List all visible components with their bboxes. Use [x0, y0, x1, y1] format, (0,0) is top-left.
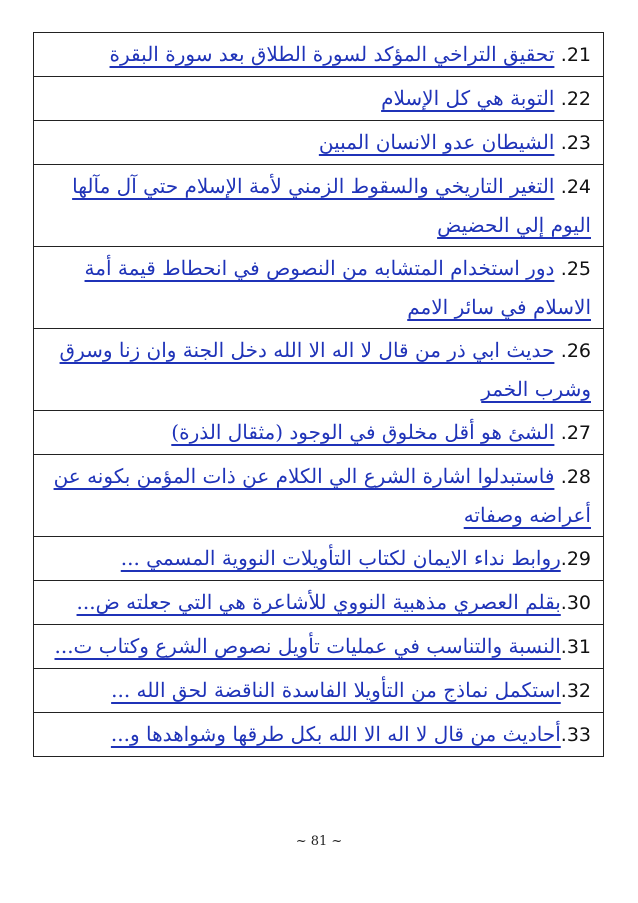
toc-row — [34, 411, 604, 455]
entry-title[interactable]: الشيطان عدو الانسان المبين — [318, 130, 555, 154]
toc-entry[interactable] — [34, 247, 604, 329]
toc-entry[interactable] — [34, 411, 604, 455]
toc-row — [34, 121, 604, 165]
entry-number: 28. — [560, 466, 591, 488]
toc-entry[interactable] — [34, 329, 604, 411]
entry-number: 25. — [560, 258, 591, 280]
toc-row — [34, 165, 604, 247]
entry-number: 33. — [560, 724, 591, 746]
entry-title[interactable]: أحاديث من قال لا اله الا الله بكل طرقها وشواهدها و... — [110, 722, 561, 746]
entry-title[interactable]: دور استخدام المتشابه من النصوص في انحطاط قيمة أمة الاسلام في سائر الامم — [84, 256, 591, 319]
entry-title[interactable]: التوبة هي كل الإسلام — [381, 86, 555, 110]
entry-number: 26. — [560, 340, 591, 362]
toc-row — [34, 329, 604, 411]
entry-title[interactable]: الشئ هو أقل مخلوق في الوجود (مثقال الذرة) — [171, 420, 555, 444]
entry-number: 29. — [560, 548, 591, 570]
toc-entry[interactable] — [34, 165, 604, 247]
toc-row — [34, 247, 604, 329]
entry-number: 32. — [560, 680, 591, 702]
page-number: ~ 81 ~ — [295, 834, 343, 849]
entry-title[interactable]: النسبة والتناسب في عمليات تأويل نصوص الشرع وكتاب ت... — [54, 634, 561, 658]
entry-title[interactable]: استكمل نماذج من التأويلا الفاسدة الناقضة لحق الله ... — [111, 678, 561, 702]
entry-number: 24. — [560, 176, 591, 198]
entry-number: 22. — [560, 88, 591, 110]
entry-number: 27. — [560, 422, 591, 444]
toc-row — [34, 33, 604, 77]
entry-title[interactable]: فاستبدلوا اشارة الشرع الي الكلام عن ذات المؤمن بكونه عن أعراضه وصفاته — [53, 464, 591, 527]
toc-entry[interactable] — [34, 581, 604, 625]
entry-number: 31. — [560, 636, 591, 658]
entry-title[interactable]: التغير التاريخي والسقوط الزمني لأمة الإسلام حتي آل مآلها اليوم إلي الحضيض — [72, 174, 591, 237]
toc-entry[interactable] — [34, 669, 604, 713]
toc-row — [34, 625, 604, 669]
toc-entry[interactable] — [34, 713, 604, 757]
entry-title[interactable]: روابط نداء الايمان لكتاب التأويلات النووية المسمي ... — [120, 546, 561, 570]
toc-entry[interactable] — [34, 537, 604, 581]
toc-table — [33, 32, 604, 757]
entry-title[interactable]: تحقيق التراخي المؤكد لسورة الطلاق بعد سورة البقرة — [109, 42, 555, 66]
toc-entry[interactable] — [34, 77, 604, 121]
toc-row — [34, 581, 604, 625]
toc-entry[interactable] — [34, 33, 604, 77]
toc-entry[interactable] — [34, 455, 604, 537]
toc-row — [34, 669, 604, 713]
entry-title[interactable]: بقلم العصري مذهبية النووي للأشاعرة هي التي جعلته ض... — [76, 590, 561, 614]
toc-row — [34, 537, 604, 581]
entry-number: 30. — [560, 592, 591, 614]
toc-row — [34, 455, 604, 537]
entry-number: 23. — [560, 132, 591, 154]
toc-row — [34, 77, 604, 121]
toc-entry[interactable] — [34, 625, 604, 669]
entry-number: 21. — [560, 44, 591, 66]
toc-row — [34, 713, 604, 757]
toc-entry[interactable] — [34, 121, 604, 165]
entry-title[interactable]: حديث ابي ذر من قال لا اله الا الله دخل الجنة وان زنا وسرق وشرب الخمر — [59, 338, 591, 401]
